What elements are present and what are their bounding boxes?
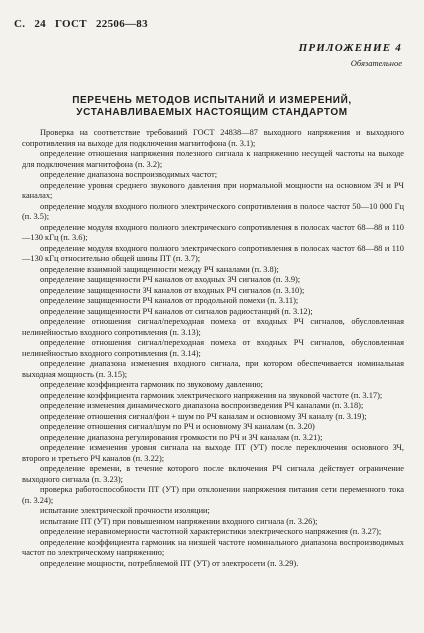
paragraph: определение модуля входного полного электрического сопротивления в полосе частот 50—10 000 Гц (п. 3.5); (22, 201, 404, 221)
paragraph: испытание ПТ (УТ) при повышенном напряжении входного сигнала (п. 3.26); (40, 516, 318, 526)
paragraph: определение мощности, потребляемой ПТ (УТ) от электросети (п. 3.29). (40, 558, 299, 568)
paragraph: определение времени, в течение которого после включения РЧ сигнала действует ограничение выходного сигнала (п. 3.23); (22, 464, 404, 484)
paragraph: определение коэффициента гармоник по звуковому давлению; (40, 380, 263, 389)
paragraph: определение диапазона регулирования громкости по РЧ и ЗЧ каналам (п. 3.21); (40, 432, 323, 442)
page-header (14, 18, 154, 30)
paragraph: Проверка на соответствие требований ГОСТ 24838—87 выходного напряжения и выходного сопротивления на выходе для подключения магнитофона (п. 3.1); (22, 128, 404, 148)
paragraph: испытание электрической прочности изоляции; (40, 506, 210, 515)
paragraph: определение диапазона изменения входного сигнала, при котором обеспечивается номинальная выходная мощность (п. 3.15); (22, 359, 404, 379)
paragraph: определение отношения сигнал/шум по РЧ и основному ЗЧ каналам (п. 3.20) (40, 422, 315, 431)
paragraph: определение диапазона воспроизводимых частот; (40, 170, 218, 179)
standard-code: 22506—83 (96, 18, 148, 30)
document-body (22, 128, 404, 569)
paragraph: определение отношения сигнал/переходная помеха от входных РЧ сигналов, обусловленная нелинейностью входного сопротивления (п. 3.13); (22, 317, 404, 337)
paragraph: определение модуля входного полного электрического сопротивления в полосах частот 68—88 и 110—130 кГц (п. 3.6); (22, 222, 404, 242)
paragraph: определение модуля входного полного электрического сопротивления в полосах частот 68—88 и 110—130 кГц относительно общей шины ПТ (п. 3.7); (22, 243, 404, 263)
paragraph: определение защищенности РЧ каналов от продольной помехи (п. 3.11); (40, 296, 299, 305)
appendix-title: ПРИЛОЖЕНИЕ 4 (298, 42, 402, 54)
paragraph: проверка работоспособности ПТ (УТ) при отклонении напряжения питания сети переменного тока (п. 3.24); (22, 485, 404, 505)
appendix-block (299, 42, 402, 68)
paragraph: определение взаимной защищенности между РЧ каналами (п. 3.8); (40, 264, 279, 274)
paragraph: определение защищенности РЧ каналов от входных ЗЧ сигналов (п. 3.9); (40, 275, 301, 284)
page-number: 24 (34, 18, 46, 30)
paragraph: определение изменения динамического диапазона воспроизведения РЧ каналами (п. 3.18); (40, 401, 364, 410)
paragraph: определение коэффициента гармоник электрического напряжения на звуковой частоте (п. 3.17); (40, 390, 383, 400)
page-letter: С. (14, 18, 26, 30)
paragraph: определение уровня среднего звукового давления при нормальной мощности на основном ЗЧ и РЧ каналах; (22, 180, 404, 200)
paragraph: определение защищенности РЧ каналов от сигналов радиостанций (п. 3.12); (40, 306, 313, 316)
paragraph: определение изменения уровня сигнала на выходе ПТ (УТ) после переключения основного ЗЧ, второго и третьего РЧ каналов (п. 3.22); (22, 443, 404, 463)
standard-label: ГОСТ (55, 18, 87, 30)
paragraph: определение отношения сигнал/переходная помеха от входных РЧ сигналов, обусловленная нелинейностью входного сопротивления (п. 3.14); (22, 338, 404, 358)
appendix-status: Обязательное (350, 58, 402, 68)
section-title-line-1: ПЕРЕЧЕНЬ МЕТОДОВ ИСПЫТАНИЙ И ИЗМЕРЕНИЙ, (72, 95, 352, 106)
paragraph: определение неравномерности частотной характеристики электрического напряжения (п. 3.27); (40, 527, 382, 536)
section-title-line-2: УСТАНАВЛИВАЕМЫХ НАСТОЯЩИМ СТАНДАРТОМ (76, 107, 348, 118)
paragraph: определение коэффициента гармоник на низшей частоте номинального диапазона воспроизводимых частот по электрическому напряжению; (22, 537, 404, 557)
paragraph: определение отношения напряжения полезного сигнала к напряжению несущей частоты на выходе для подключения магнитофона (п. 3.2); (22, 149, 404, 169)
paragraph: определение отношения сигнал/фон + шум по РЧ каналам и основному ЗЧ каналу (п. 3.19); (40, 411, 367, 421)
paragraph: определение защищенности ЗЧ каналов от входных РЧ сигналов (п. 3.10); (40, 285, 305, 295)
section-title (0, 95, 424, 119)
